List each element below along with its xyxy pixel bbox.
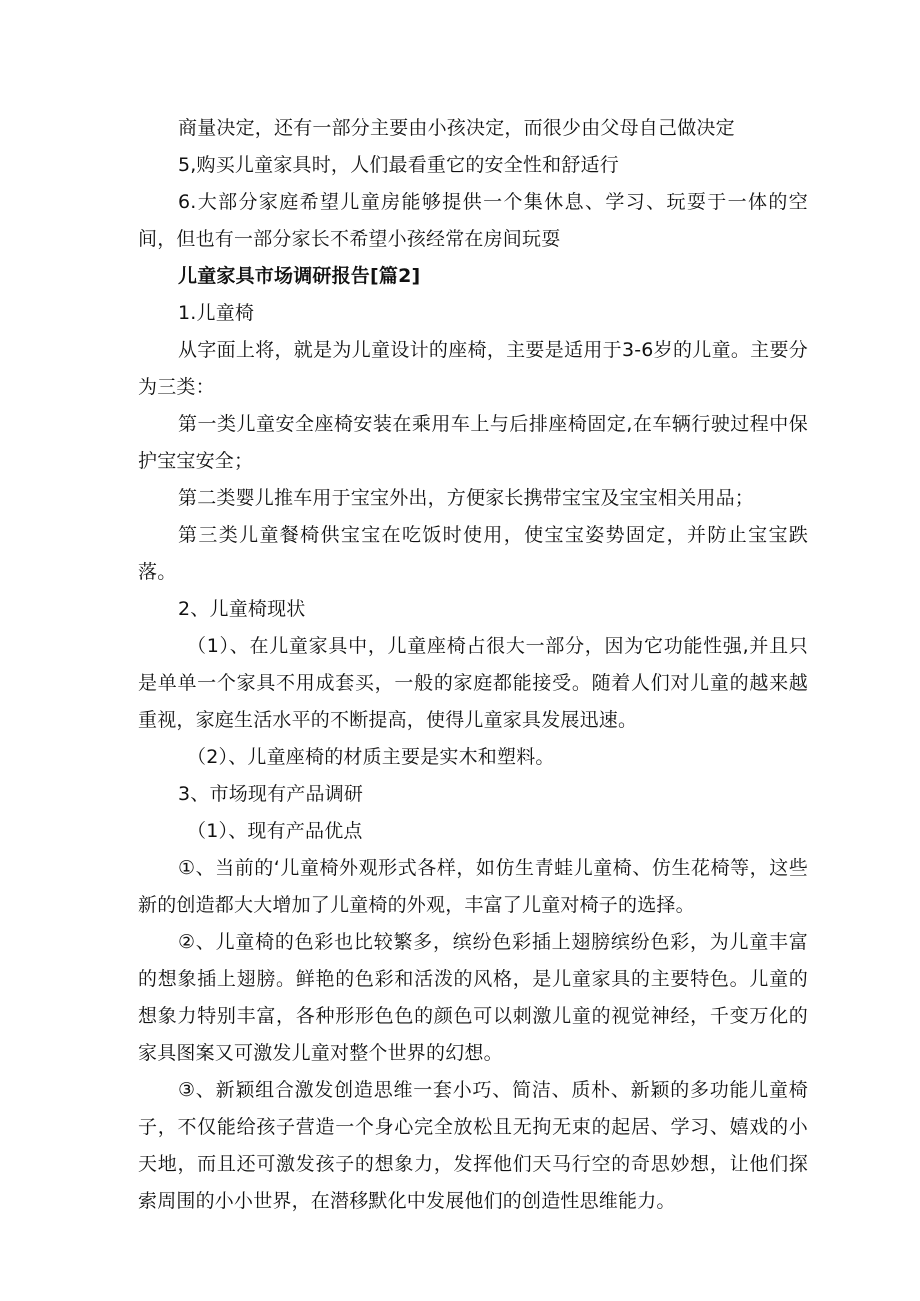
paragraph: ①、当前的‘儿童椅外观形式各样，如仿生青蛙儿童椅、仿生花椅等，这些新的创造都大大增加了儿童椅的外观，丰富了儿童对椅子的选择。 — [138, 857, 808, 916]
subsection-heading: 3、市场现有产品调研 — [178, 783, 364, 805]
paragraph: ②、儿童椅的色彩也比较繁多，缤纷色彩插上翅膀缤纷色彩，为儿童丰富的想象插上翅膀。鲜艳的色彩和活泼的风格，是儿童家具的主要特色。儿童的想象力特别丰富，各种形形色色的颜色可以刺激儿童的视觉神经，千变万化的家具图案又可激发儿童对整个世界的幻想。 — [138, 931, 808, 1064]
paragraph: 6.大部分家庭希望儿童房能够提供一个集休息、学习、玩耍于一体的空间，但也有一部分家长不希望小孩经常在房间玩耍 — [138, 191, 808, 250]
paragraph: ③、新颖组合激发创造思维一套小巧、简洁、质朴、新颖的多功能儿童椅子，不仅能给孩子营造一个身心完全放松且无拘无束的起居、学习、嬉戏的小天地，而且还可激发孩子的想象力，发挥他们天马行空的奇思妙想，让他们探索周围的小小世界，在潜移默化中发展他们的创造性思维能力。 — [138, 1079, 808, 1212]
paragraph: 第三类儿童餐椅供宝宝在吃饭时使用，使宝宝姿势固定，并防止宝宝跌落。 — [138, 524, 808, 583]
paragraph: 第二类婴儿推车用于宝宝外出，方便家长携带宝宝及宝宝相关用品； — [178, 487, 755, 509]
subsection-heading: （1）、现有产品优点 — [187, 820, 363, 842]
paragraph: （1）、在儿童家具中，儿童座椅占很大一部分，因为它功能性强,并且只是单单一个家具不用成套买，一般的家庭都能接受。随着人们对儿童的越来越重视，家庭生活水平的不断提高，使得儿童家具发展迅速。 — [138, 635, 808, 731]
paragraph: （2）、儿童座椅的材质主要是实木和塑料。 — [187, 746, 555, 768]
section-heading: 儿童家具市场调研报告[篇2] — [178, 265, 421, 287]
document-body — [138, 110, 808, 1220]
paragraph: 第一类儿童安全座椅安装在乘用车上与后排座椅固定,在车辆行驶过程中保护宝宝安全； — [138, 413, 808, 472]
paragraph: 商量决定，还有一部分主要由小孩决定，而很少由父母自己做决定 — [178, 117, 735, 139]
paragraph: 从字面上将，就是为儿童设计的座椅，主要是适用于3-6岁的儿童。主要分为三类： — [138, 339, 808, 398]
paragraph: 5,购买儿童家具时，人们最看重它的安全性和舒适行 — [178, 154, 619, 176]
subsection-heading: 1.儿童椅 — [178, 302, 255, 324]
subsection-heading: 2、儿童椅现状 — [178, 598, 306, 620]
